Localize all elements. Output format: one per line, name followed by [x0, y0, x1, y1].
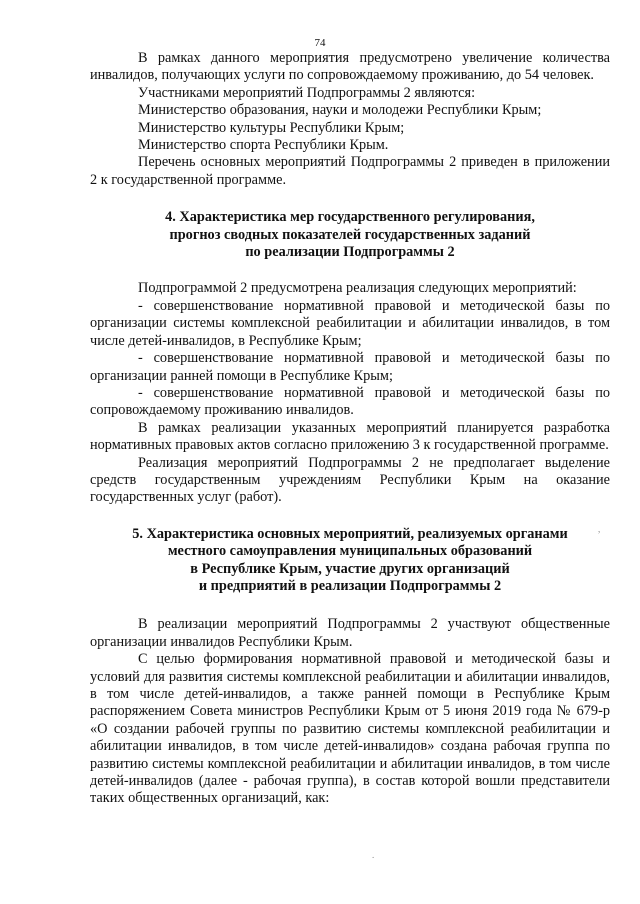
heading-line: 5. Характеристика основных мероприятий, реализуемых органами	[132, 525, 568, 542]
heading-line: по реализации Подпрограммы 2	[245, 244, 455, 261]
page-number: 74	[314, 37, 326, 49]
paragraph: - совершенствование нормативной правовой и методической базы по организации системы комплексной реабилитации и абилитации инвалидов, в том числе детей-инвалидов, в Республике Крым;	[90, 297, 610, 349]
paragraph: - совершенствование нормативной правовой и методической базы по сопровождаемому проживанию инвалидов.	[90, 384, 610, 419]
page-content	[90, 50, 610, 808]
paragraph: Министерство спорта Республики Крым.	[138, 137, 389, 154]
heading-line: в Республике Крым, участие других организаций	[190, 560, 510, 577]
paragraph: Министерство культуры Республики Крым;	[138, 119, 405, 136]
scan-speck: ,	[598, 524, 601, 534]
paragraph: - совершенствование нормативной правовой и методической базы по организации ранней помощи в Республике Крым;	[90, 350, 610, 384]
heading-line: и предприятий в реализации Подпрограммы 2	[198, 577, 502, 594]
paragraph: Министерство образования, науки и молодежи Республики Крым;	[138, 102, 542, 119]
heading-line: прогноз сводных показателей государственных заданий	[169, 226, 531, 243]
section-4-heading	[90, 209, 610, 261]
paragraph: Реализация мероприятий Подпрограммы 2 не предполагает выделение средств государственным учреждениям Республики Крым на оказание государственных услуг (работ).	[90, 454, 610, 506]
paragraph: В реализации мероприятий Подпрограммы 2 участвуют общественные организации инвалидов Республики Крым.	[90, 616, 610, 650]
paragraph: Подпрограммой 2 предусмотрена реализация следующих мероприятий:	[138, 280, 577, 297]
paragraph: В рамках реализации указанных мероприятий планируется разработка нормативных правовых актов согласно приложению 3 к государственной программе.	[90, 419, 610, 454]
paragraph: Участниками мероприятий Подпрограммы 2 являются:	[138, 84, 476, 101]
paragraph: В рамках данного мероприятия предусмотрено увеличение количества инвалидов, получающих услуги по сопровождаемому проживанию, до 54 человек.	[90, 50, 610, 84]
heading-line: местного самоуправления муниципальных образований	[167, 543, 533, 560]
paragraph: С целью формирования нормативной правовой и методической базы и условий для развития системы комплексной реабилитации и абилитации инвалидов, в том числе детей-инвалидов, а также ранней помощи в Республике Крым распоряжением Совета министров Республики Крым от 5 июня 2019 года № 679-р «О создании рабочей группы по развитию системы комплексной реабилитации и абилитации инвалидов, в том числе детей-инвалидов» создана рабочая группа по развитию системы комплексной реабилитации и абилитации инвалидов, в том числе детей-инвалидов (далее - рабочая группа), в состав которой вошли представители таких общественных организаций, как:	[90, 651, 610, 807]
scan-speck: .	[372, 850, 375, 860]
heading-line: 4. Характеристика мер государственного регулирования,	[165, 209, 535, 226]
paragraph: Перечень основных мероприятий Подпрограммы 2 приведен в приложении 2 к государственной программе.	[90, 154, 610, 188]
section-5-heading	[90, 526, 610, 596]
